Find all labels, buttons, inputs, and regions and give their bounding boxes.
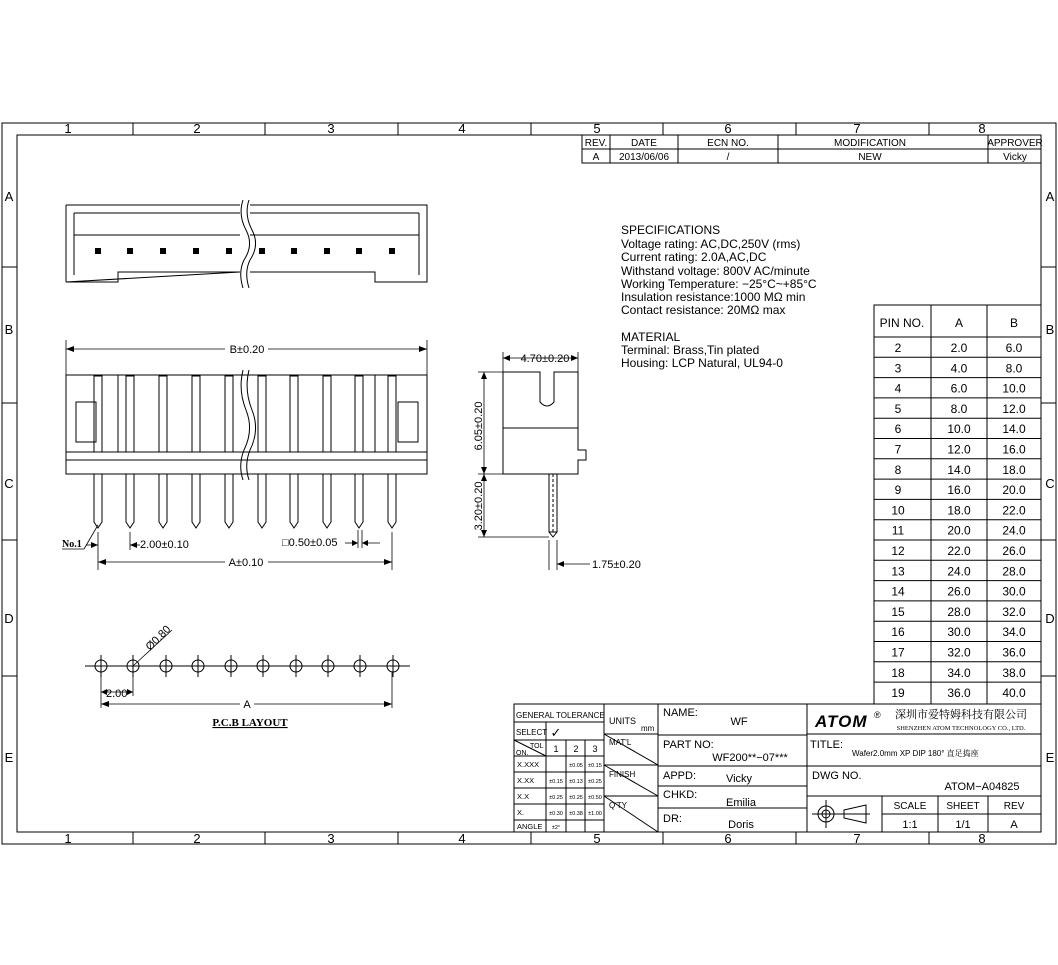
tolerance-value: ±0.25 (588, 779, 602, 785)
material-line: Housing: LCP Natural, UL94-0 (621, 356, 783, 370)
on-label: ON. (516, 750, 529, 757)
pin-table (874, 305, 1041, 704)
pin-count-cell: 10 (891, 503, 905, 518)
spec-line: Current rating: 2.0A,AC,DC (621, 250, 767, 264)
dim-pin-square-label: □0.50±0.05 (282, 537, 338, 549)
company-name-en: SHENZHEN ATOM TECHNOLOGY CO., LTD. (896, 725, 1026, 732)
pin-table-row (891, 646, 1026, 660)
company-name-cn: 深圳市爱特姆科技有限公司 (895, 709, 1027, 721)
select-label: SELECT (516, 728, 548, 737)
terminal-slot (94, 376, 102, 452)
material-title: MATERIAL (621, 330, 681, 344)
ecn-value: / (726, 152, 730, 163)
dimension-b-cell: 26.0 (1002, 544, 1026, 558)
spec-line: Voltage rating: AC,DC,250V (rms) (621, 237, 801, 251)
rev-block-value: A (1010, 819, 1018, 831)
tolerance-value: ±0.25 (569, 795, 583, 801)
terminal-slot (192, 376, 200, 452)
frame-column-label: 2 (193, 121, 201, 136)
col-a-header: A (954, 316, 964, 330)
no1-label: No.1 (62, 539, 82, 550)
pin-count-cell: 2 (894, 341, 902, 355)
dimension-b-cell: 10.0 (1002, 381, 1026, 396)
frame-row-label: B (1045, 322, 1055, 337)
pin-count-cell: 13 (891, 564, 905, 579)
appd-value: Vicky (725, 773, 753, 785)
frame-row-label: B (4, 322, 14, 337)
revision-table (582, 135, 1043, 163)
frame-column-label: 3 (327, 831, 335, 846)
terminal-pin (159, 474, 167, 528)
pcb-layout-title: P.C.B LAYOUT (212, 717, 288, 729)
tol-col: 3 (592, 744, 598, 754)
pin-table-row (895, 361, 1023, 375)
dimension-a-cell: 28.0 (947, 604, 971, 619)
top-view (66, 200, 427, 288)
units-value: mm (641, 724, 655, 733)
pin-table-row (895, 463, 1026, 477)
dimension-a-cell: 20.0 (947, 523, 971, 538)
tolerance-row (517, 808, 602, 817)
pin-count-cell: 8 (894, 462, 902, 477)
dwg-label: DWG NO. (812, 770, 862, 782)
terminal-slot (225, 376, 233, 452)
appd-label: APPD: (663, 770, 697, 782)
dimension-b-cell: 24.0 (1002, 523, 1026, 538)
title-label: TITLE: (810, 739, 844, 751)
pin-count-cell: 11 (891, 523, 905, 538)
approver-header: APPROVER (987, 138, 1043, 149)
rev-header: REV. (584, 138, 608, 149)
terminal-square (127, 248, 133, 254)
dimension-a-cell: 8.0 (950, 401, 968, 416)
dim-depth-label: 4.70±0.20 (520, 353, 570, 365)
dimension-b-cell: 36.0 (1002, 645, 1026, 660)
terminal-square (356, 248, 362, 254)
hole-label: Ø0.80 (143, 623, 174, 654)
dimension-a-cell: 24.0 (947, 564, 971, 579)
dwg-value: ATOM−A04825 (944, 781, 1020, 793)
dim-tail-label: 3.20±0.20 (473, 481, 485, 531)
dr-value: Doris (728, 819, 754, 831)
tol-col: 1 (553, 744, 559, 754)
frame-column-label: 7 (853, 831, 861, 846)
spec-line: Withstand voltage: 800V AC/minute (621, 264, 810, 278)
terminal-pin (323, 474, 331, 528)
terminal-pin (126, 474, 134, 528)
dim-pitch-label: 2.00±0.10 (140, 539, 189, 551)
tolerance-format: X.X (517, 792, 530, 801)
frame-row-label: C (4, 476, 14, 491)
scale-value: 1:1 (902, 819, 918, 831)
terminal-square (291, 248, 297, 254)
projection-symbol-icon (812, 800, 870, 828)
dimension-a-cell: 22.0 (947, 544, 971, 558)
dimension-a-cell: 2.0 (950, 341, 968, 355)
pcb-a-label: A (243, 699, 251, 711)
pcb-pitch-label: 2.00 (106, 688, 128, 700)
frame-row-label: E (4, 750, 14, 765)
frame-row-label: A (4, 189, 14, 204)
name-value: WF (730, 716, 748, 728)
select-check: ✓ (550, 725, 562, 740)
dimension-b-cell: 38.0 (1002, 665, 1026, 680)
dimension-b-cell: 22.0 (1002, 503, 1026, 518)
frame-column-label: 6 (724, 121, 732, 136)
tolerance-row (517, 760, 602, 769)
pin-count-cell: 6 (894, 422, 902, 437)
pin-count-cell: 19 (891, 686, 905, 701)
terminal-square (95, 248, 101, 254)
frame-column-label: 1 (64, 831, 72, 846)
matl-label: MAT'L (609, 738, 632, 747)
dr-label: DR: (663, 813, 682, 825)
dimension-a-cell: 34.0 (947, 665, 971, 680)
pin-count-cell: 12 (891, 544, 905, 558)
pin-table-row (895, 483, 1026, 497)
chkd-value: Emilia (726, 797, 756, 809)
tolerance-row (517, 822, 560, 831)
pin-count-cell: 14 (891, 584, 905, 599)
name-label: NAME: (663, 707, 698, 719)
tolerance-value: ±2° (551, 825, 561, 831)
terminal-pin (225, 474, 233, 528)
qty-label: Q'TY (609, 801, 627, 810)
specifications-block (621, 223, 817, 370)
dimension-a-cell: 36.0 (947, 686, 971, 701)
title-value: Wafer2.0mm XP DIP 180° 直足捣座 (852, 749, 979, 758)
chkd-label: CHKD: (663, 789, 698, 801)
title-block (514, 704, 1041, 832)
dimension-a-cell: 16.0 (947, 483, 971, 498)
spec-line: Insulation resistance:1000 MΩ min (621, 290, 806, 304)
tolerance-value: ±0.50 (588, 795, 602, 801)
pin-count-cell: 18 (891, 665, 905, 680)
company-logo: ATOM (815, 712, 868, 731)
pin-table-row (891, 503, 1026, 517)
dimension-b-cell: 18.0 (1002, 462, 1026, 477)
pin-table-row (892, 524, 1026, 538)
dimension-b-cell: 28.0 (1002, 564, 1026, 579)
dimension-a-cell: 14.0 (947, 462, 971, 477)
pin-count-cell: 9 (894, 483, 902, 498)
terminal-pin (355, 474, 363, 528)
dimension-b-cell: 12.0 (1002, 401, 1026, 416)
terminal-square (259, 248, 265, 254)
terminal-slot (290, 376, 298, 452)
dimension-a-cell: 32.0 (947, 645, 971, 660)
pin-count-cell: 4 (894, 381, 902, 396)
terminal-square (193, 248, 199, 254)
dimension-b-cell: 40.0 (1002, 686, 1026, 701)
terminal-square (160, 248, 166, 254)
frame-column-label: 7 (853, 121, 861, 136)
frame-column-label: 1 (64, 121, 72, 136)
tolerance-value: ±0.15 (588, 763, 602, 769)
pin-count-cell: 7 (894, 442, 902, 457)
frame-row-label: C (1045, 476, 1055, 491)
dimension-a-cell: 12.0 (947, 442, 971, 457)
units-label: UNITS (609, 716, 636, 726)
pin-no-header: PIN NO. (879, 316, 925, 330)
tolerance-value: ±0.13 (569, 779, 583, 785)
frame-column-label: 5 (593, 121, 601, 136)
pin-count-cell: 15 (891, 604, 905, 619)
part-label: PART NO: (663, 739, 714, 751)
terminal-slot (323, 376, 331, 452)
frame-column-label: 2 (193, 831, 201, 846)
terminal-slot (159, 376, 167, 452)
tolerance-format: X.XXX (517, 760, 540, 769)
dimension-a-cell: 6.0 (950, 381, 968, 396)
tolerance-row (517, 792, 602, 801)
dimension-b-cell: 34.0 (1002, 625, 1026, 640)
dim-height-label: 6.05±0.20 (473, 401, 485, 451)
pin-table-row (891, 666, 1026, 680)
pin-table-row (895, 443, 1026, 457)
dimension-b-cell: 20.0 (1002, 483, 1026, 498)
terminal-slot (388, 376, 396, 452)
dimension-b-cell: 30.0 (1002, 584, 1026, 599)
pin-table-row (895, 422, 1026, 436)
finish-label: FINISH (609, 770, 636, 779)
pin-table-row (895, 341, 1023, 355)
sheet-value: 1/1 (955, 819, 971, 831)
frame-column-label: 4 (458, 121, 466, 136)
pin-table-row (895, 402, 1026, 416)
date-header: DATE (631, 138, 657, 149)
dimension-a-cell: 10.0 (947, 422, 971, 437)
pin-table-row (891, 585, 1026, 599)
spec-line: Contact resistance: 20MΩ max (621, 303, 786, 317)
tolerance-value: ±0.30 (549, 811, 563, 817)
dim-a-label: A±0.10 (228, 557, 264, 569)
terminal-slot (126, 376, 134, 452)
tolerance-format: ANGLE (517, 822, 543, 831)
side-view (473, 352, 641, 571)
approver-value: Vicky (1003, 152, 1027, 163)
frame-column-label: 4 (458, 831, 466, 846)
terminal-pin (192, 474, 200, 528)
pin-table-row (891, 544, 1026, 558)
pin-table-row (891, 625, 1026, 639)
terminal-square (389, 248, 395, 254)
dimension-a-cell: 26.0 (947, 584, 971, 599)
dimension-b-cell: 16.0 (1002, 442, 1026, 457)
tolerance-value: ±0.25 (549, 795, 563, 801)
tolerance-value: ±1.00 (588, 811, 602, 817)
terminal-pin (388, 474, 396, 528)
dimension-b-cell: 8.0 (1005, 361, 1023, 376)
modification-header: MODIFICATION (833, 138, 907, 149)
modification-value: NEW (858, 152, 882, 163)
frame-column-label: 3 (327, 121, 335, 136)
terminal-slot (258, 376, 266, 452)
tolerance-value: ±0.38 (569, 811, 583, 817)
dimension-a-cell: 18.0 (947, 503, 971, 518)
dim-b-label: B±0.20 (229, 344, 265, 356)
dimension-b-cell: 32.0 (1002, 604, 1026, 619)
tolerance-row (517, 776, 602, 785)
frame-column-label: 6 (724, 831, 732, 846)
spec-title: SPECIFICATIONS (621, 223, 721, 237)
spec-line: Working Temperature: −25°C~+85°C (621, 277, 817, 291)
pin-table-row (891, 686, 1026, 700)
rev-value: A (592, 152, 600, 163)
pcb-layout (85, 623, 410, 729)
dimension-b-cell: 6.0 (1005, 341, 1023, 355)
terminal-square (226, 248, 232, 254)
dimension-b-cell: 14.0 (1002, 422, 1026, 437)
tolerance-value: ±0.05 (569, 763, 583, 769)
tolerance-format: X. (517, 808, 525, 817)
frame-row-label: D (4, 611, 14, 626)
terminal-slot (355, 376, 363, 452)
scale-label: SCALE (893, 801, 927, 812)
pin-count-cell: 17 (891, 645, 905, 660)
frame-column-label: 5 (593, 831, 601, 846)
part-value: WF200**−07*** (712, 752, 788, 764)
tol-label: TOL (530, 743, 544, 750)
frame-row-label: A (1045, 189, 1055, 204)
dim-offset-label: 1.75±0.20 (592, 559, 641, 571)
tolerance-value: ±0.15 (549, 779, 563, 785)
terminal-pin (258, 474, 266, 528)
frame-column-label: 8 (978, 121, 986, 136)
tolerance-format: X.XX (517, 776, 535, 785)
pin-count-cell: 5 (894, 401, 902, 416)
tolerance-title: GENERAL TOLERANCE (516, 711, 605, 720)
frame-row-label: E (1045, 750, 1055, 765)
terminal-pin (290, 474, 298, 528)
front-view (66, 370, 427, 528)
date-value: 2013/06/06 (618, 152, 670, 163)
dimension-a-cell: 30.0 (947, 625, 971, 640)
pin-table-row (891, 564, 1026, 578)
rev-block-label: REV (1003, 801, 1025, 812)
ecn-header: ECN NO. (707, 138, 749, 149)
pin-count-cell: 16 (891, 625, 905, 640)
tol-col: 2 (573, 744, 579, 754)
logo-registered-mark: ® (874, 710, 881, 720)
terminal-square (324, 248, 330, 254)
pin-count-cell: 3 (894, 361, 902, 376)
pin-table-row (891, 605, 1026, 619)
frame-row-label: D (1045, 611, 1055, 626)
terminal-pin (94, 474, 102, 528)
material-line: Terminal: Brass,Tin plated (621, 343, 760, 357)
sheet-label: SHEET (946, 801, 980, 812)
dimension-a-cell: 4.0 (950, 361, 968, 376)
pin-table-row (895, 382, 1026, 396)
col-b-header: B (1009, 316, 1019, 330)
frame-column-label: 8 (978, 831, 986, 846)
